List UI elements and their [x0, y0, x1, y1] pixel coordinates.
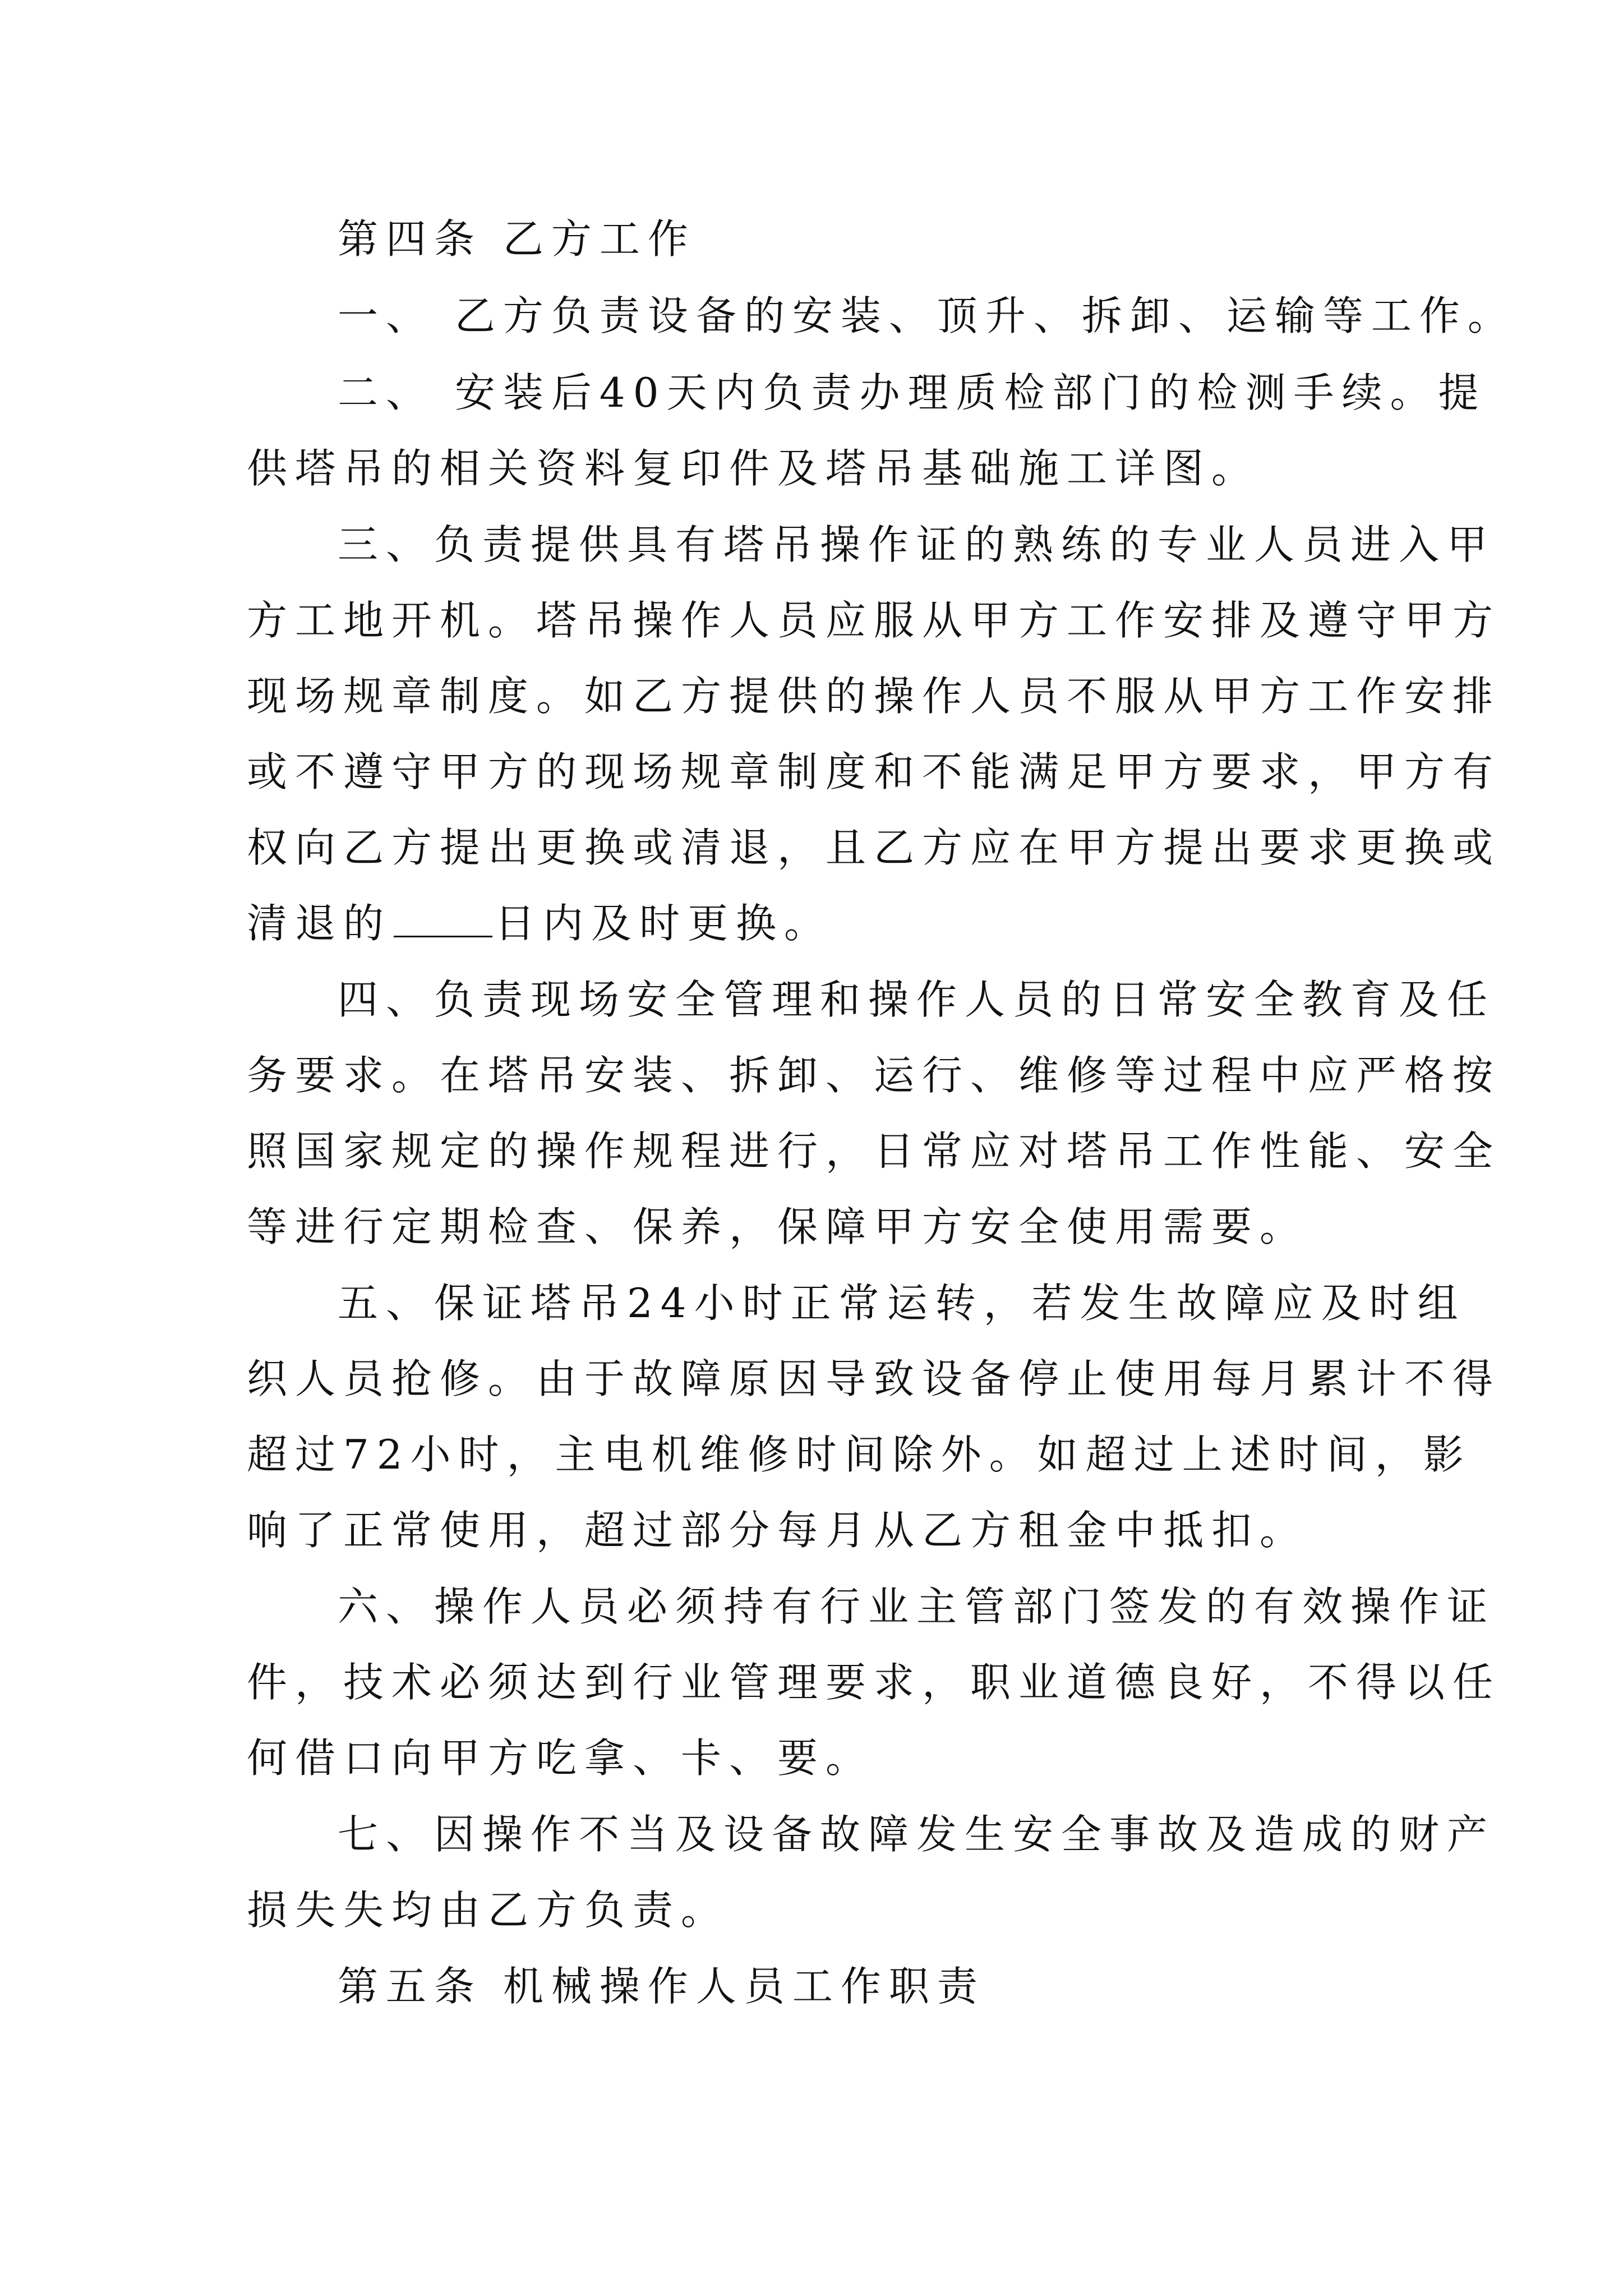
- item-3-line-2: 方工地开机。塔吊操作人员应服从甲方工作安排及遵守甲方: [247, 597, 1501, 644]
- item-3-line-1: 三、负责提供具有塔吊操作证的熟练的专业人员进入甲: [338, 521, 1496, 568]
- item-5-line-4: 响了正常使用，超过部分每月从乙方租金中抵扣。: [247, 1507, 1308, 1554]
- item-4-line-1: 四、负责现场安全管理和操作人员的日常安全教育及任: [338, 976, 1496, 1023]
- item-5-line-1: 五、保证塔吊24小时正常运转，若发生故障应及时组: [338, 1280, 1466, 1327]
- item-7-line-1: 七、因操作不当及设备故障发生安全事故及造成的财产: [338, 1811, 1496, 1858]
- item-6-line-3: 何借口向甲方吃拿、卡、要。: [247, 1734, 874, 1782]
- item-4-line-4: 等进行定期检查、保养，保障甲方安全使用需要。: [247, 1203, 1308, 1250]
- item-5-line-2: 织人员抢修。由于故障原因导致设备停止使用每月累计不得: [247, 1355, 1501, 1402]
- item-2-line-1: 二、 安装后40天内负责办理质检部门的检测手续。提: [338, 369, 1487, 416]
- article-5-heading: 第五条 机械操作人员工作职责: [338, 1963, 985, 2010]
- blank-suffix-text: 日内及时更换。: [495, 900, 833, 947]
- blank-prefix-text: 清退的: [247, 900, 392, 947]
- item-5-line-3: 超过72小时，主电机维修时间除外。如超过上述时间，影: [247, 1431, 1472, 1478]
- item-3-line-4: 或不遵守甲方的现场规章制度和不能满足甲方要求，甲方有: [247, 748, 1501, 795]
- item-6-line-2: 件，技术必须达到行业管理要求，职业道德良好，不得以任: [247, 1659, 1501, 1706]
- item-7-line-2: 损失失均由乙方负责。: [247, 1887, 730, 1934]
- fill-in-blank: [394, 903, 492, 937]
- item-4-line-3: 照国家规定的操作规程进行，日常应对塔吊工作性能、安全: [247, 1128, 1501, 1175]
- item-2-line-2: 供塔吊的相关资料复印件及塔吊基础施工详图。: [247, 445, 1260, 492]
- article-4-heading: 第四条 乙方工作: [338, 215, 696, 263]
- item-3-line-5: 权向乙方提出更换或清退，且乙方应在甲方提出要求更换或: [247, 824, 1501, 871]
- item-1-line-1: 一、 乙方负责设备的安装、顶升、拆卸、运输等工作。: [338, 292, 1516, 339]
- item-3-line-6: [247, 898, 832, 949]
- item-6-line-1: 六、操作人员必须持有行业主管部门签发的有效操作证: [338, 1583, 1496, 1630]
- item-3-line-3: 现场规章制度。如乙方提供的操作人员不服从甲方工作安排: [247, 673, 1501, 720]
- item-4-line-2: 务要求。在塔吊安装、拆卸、运行、维修等过程中应严格按: [247, 1052, 1501, 1099]
